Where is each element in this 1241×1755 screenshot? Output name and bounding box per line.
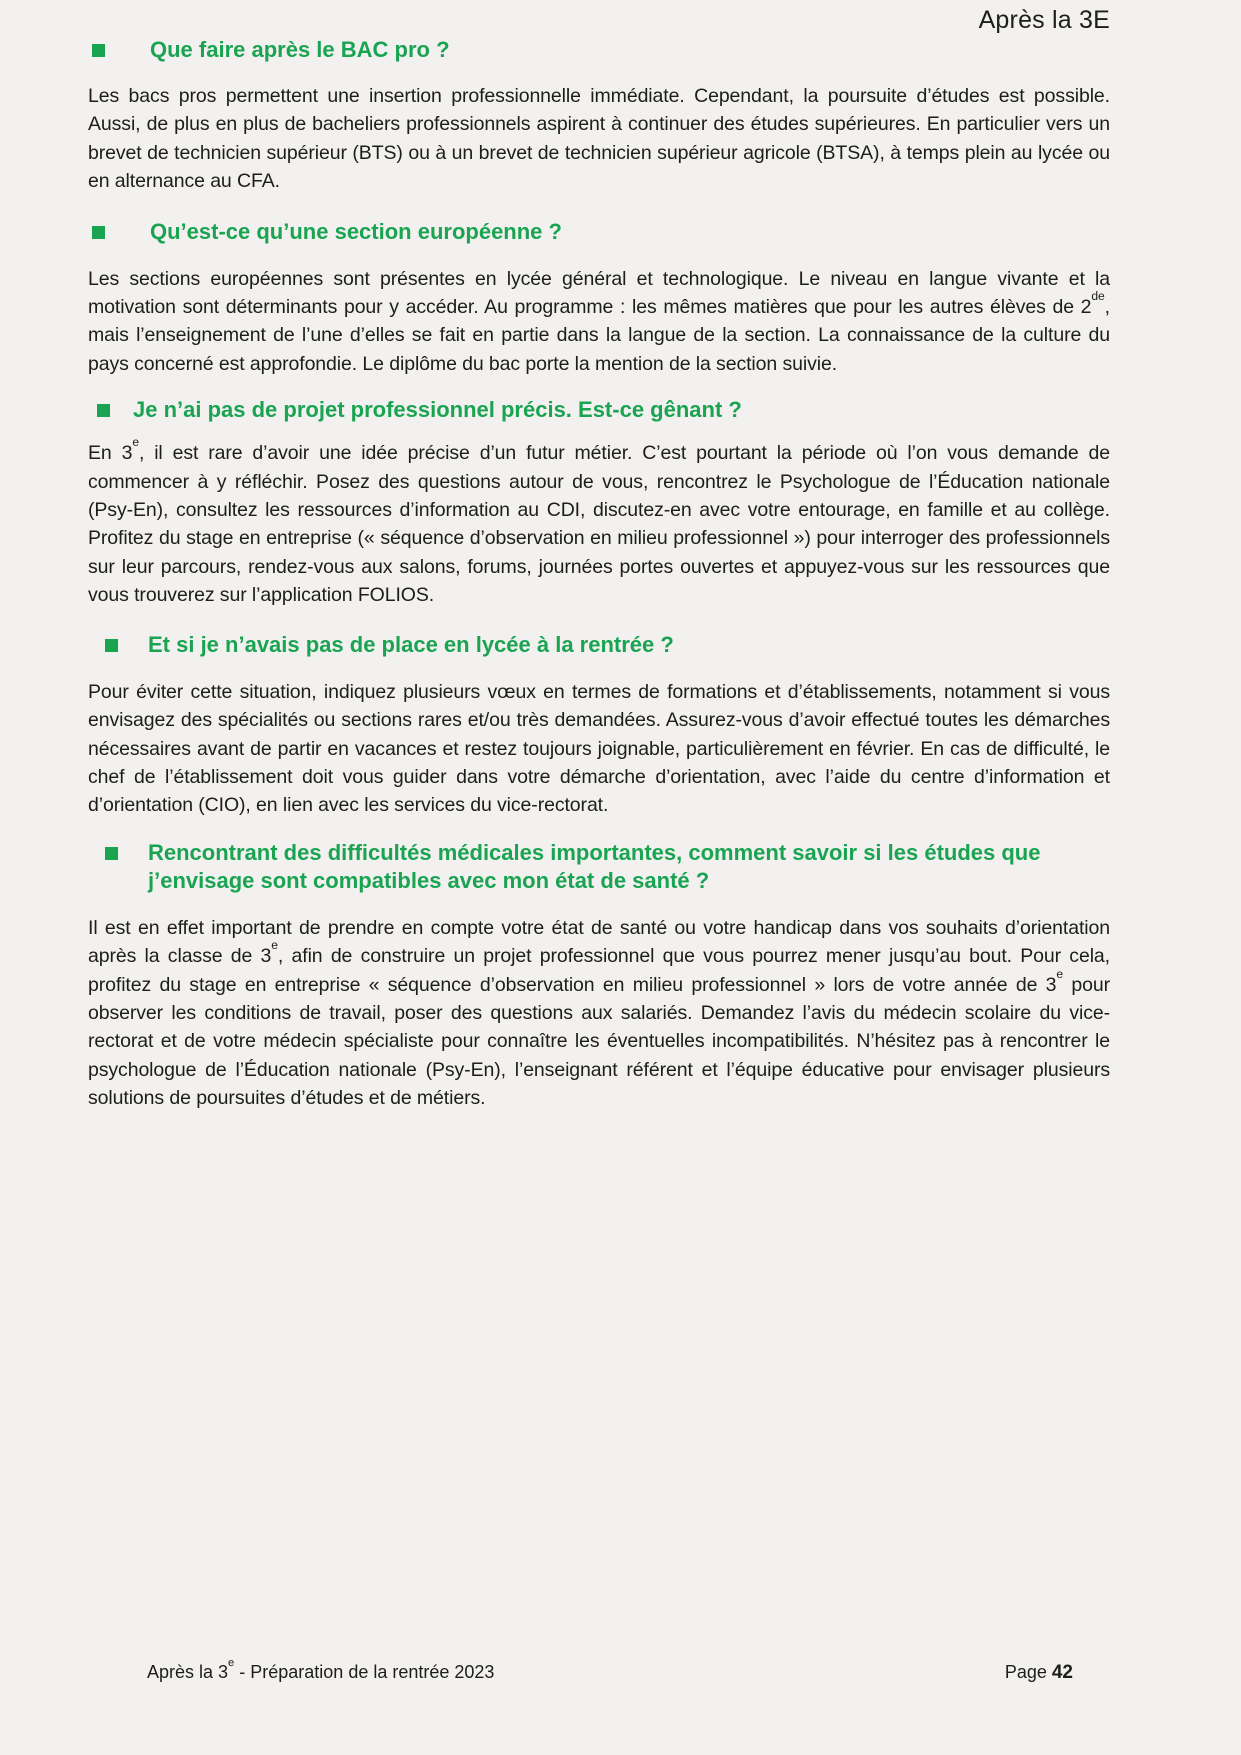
footer-page-indicator: [1005, 1662, 1073, 1684]
square-bullet-icon: [105, 639, 118, 652]
section-heading: [88, 396, 1110, 424]
paragraph: Il est en effet important de prendre en compte votre état de santé ou votre handicap dans vos souhaits d’orientation après la classe de 3e, afin de construire un projet professionnel que vous pourrez mener jusqu’au bout. Pour cela, profitez du stage en entreprise « séquence d’observation en milieu professionnel » lors de votre année de 3e pour observer les conditions de travail, poser des questions aux salariés. Demandez l’avis du médecin scolaire du vice-rectorat et de votre médecin spécialiste pour connaître les éventuelles incompatibilités. N’hésitez pas à rencontrer le psychologue de l’Éducation nationale (Psy-En), l’enseignant référent et l’équipe éducative pour envisager plusieurs solutions de poursuites d’études et de métiers.: [88, 916, 1110, 1110]
section-heading: [88, 218, 1110, 246]
section-heading: [88, 839, 1110, 895]
section-heading-text: Que faire après le BAC pro ?: [150, 37, 450, 62]
footer-doc-title: Après la 3e - Préparation de la rentrée 2023: [147, 1656, 495, 1682]
section-heading-text: Rencontrant des difficultés médicales importantes, comment savoir si les études que j’envisage sont compatibles avec mon état de santé ?: [148, 839, 1041, 893]
page-header-title: Après la 3E: [978, 6, 1110, 34]
paragraph: Pour éviter cette situation, indiquez plusieurs vœux en termes de formations et d’établissements, notamment si vous envisagez des spécialités ou sections rares et/ou très demandées. Assurez-vous d’avoir effectué toutes les démarches nécessaires avant de partir en vacances et restez toujours joignable, particulièrement en février. En cas de difficulté, le chef de l’établissement doit vous guider dans votre démarche d’orientation, avec l’aide du centre d’information et d’orientation (CIO), en lien avec les services du vice-rectorat.: [88, 680, 1110, 817]
footer-page-number: 42: [1051, 1662, 1073, 1683]
section-heading: [88, 631, 1110, 659]
section-heading-text: Et si je n’avais pas de place en lycée à la rentrée ?: [148, 631, 674, 657]
square-bullet-icon: [105, 847, 118, 860]
footer-page-label: Page: [1004, 1662, 1052, 1682]
section-heading: [88, 36, 1110, 64]
section-heading-text: Je n’ai pas de projet professionnel précis. Est-ce gênant ?: [133, 397, 742, 423]
paragraph: En 3e, il est rare d’avoir une idée précise d’un futur métier. C’est pourtant la période où l’on vous demande de commencer à y réfléchir. Posez des questions autour de vous, rencontrez le Psychologue de l’Éducation nationale (Psy-En), consultez les ressources d’information au CDI, discutez-en avec votre entourage, en famille et au collège. Profitez du stage en entreprise (« séquence d’observation en milieu professionnel ») pour interroger des professionnels sur leur parcours, rendez-vous aux salons, forums, journées portes ouvertes et appuyez-vous sur les ressources que vous trouverez sur l’application FOLIOS.: [88, 435, 1110, 607]
square-bullet-icon: [97, 404, 110, 417]
square-bullet-icon: [92, 226, 105, 239]
section-heading-text: Qu’est-ce qu’une section européenne ?: [150, 218, 562, 244]
square-bullet-icon: [92, 44, 105, 57]
paragraph: Les sections européennes sont présentes en lycée général et technologique. Le niveau en langue vivante et la motivation sont déterminants pour y accéder. Au programme : les mêmes matières que pour les autres élèves de 2de, mais l’enseignement de l’une d’elles se fait en partie dans la langue de la section. La connaissance de la culture du pays concerné est approfondie. Le diplôme du bac porte la mention de la section suivie.: [88, 267, 1110, 375]
paragraph: Les bacs pros permettent une insertion professionnelle immédiate. Cependant, la poursuite d’études est possible. Aussi, de plus en plus de bacheliers professionnels aspirent à continuer des études supérieures. En particulier vers un brevet de technicien supérieur (BTS) ou à un brevet de technicien supérieur agricole (BTSA), à temps plein au lycée ou en alternance au CFA.: [88, 85, 1110, 193]
